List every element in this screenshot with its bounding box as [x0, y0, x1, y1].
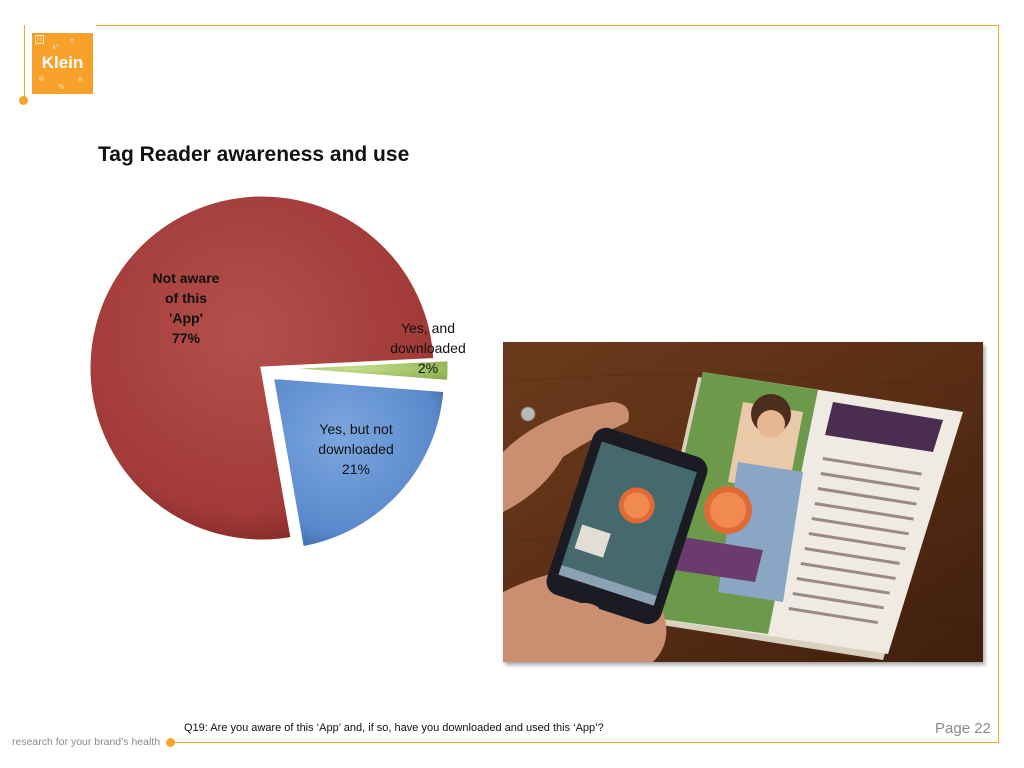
pie-value-label: 77% [171, 330, 201, 346]
logo-pi-icon: π [70, 37, 75, 45]
logo-x2-icon: x² [52, 43, 59, 51]
logo-dot-icon: · [82, 47, 85, 55]
logo-r-icon: R [78, 76, 83, 84]
logo-s-icon: % [58, 83, 65, 91]
pie-slice-label: Yes, and [401, 320, 455, 336]
logo-box-icon: ℍ [36, 36, 43, 43]
magazine-scan-photo [503, 342, 983, 662]
pie-slice-label: Yes, but not [319, 421, 393, 437]
ring-icon [521, 407, 535, 421]
pie-slice-label: Not aware [152, 270, 220, 286]
pie-slice-label: downloaded [318, 441, 394, 457]
survey-question: Q19: Are you aware of this ‘App’ and, if so, have you downloaded and used this ‘App’? [184, 722, 604, 734]
logo-text: Klein [41, 53, 84, 72]
brand-tagline: research for your brand’s health [12, 736, 161, 748]
pie-value-label: 21% [341, 461, 371, 477]
pie-value-label: 2% [417, 360, 439, 376]
pie-slice-label: downloaded [390, 340, 466, 356]
logo-circle-icon: ® [38, 75, 45, 83]
pie-slice-label: 'App' [169, 310, 203, 326]
page-number: Page 22 [935, 720, 991, 737]
page-title: Tag Reader awareness and use [98, 143, 410, 166]
pie-slice-label: of this [165, 290, 207, 306]
